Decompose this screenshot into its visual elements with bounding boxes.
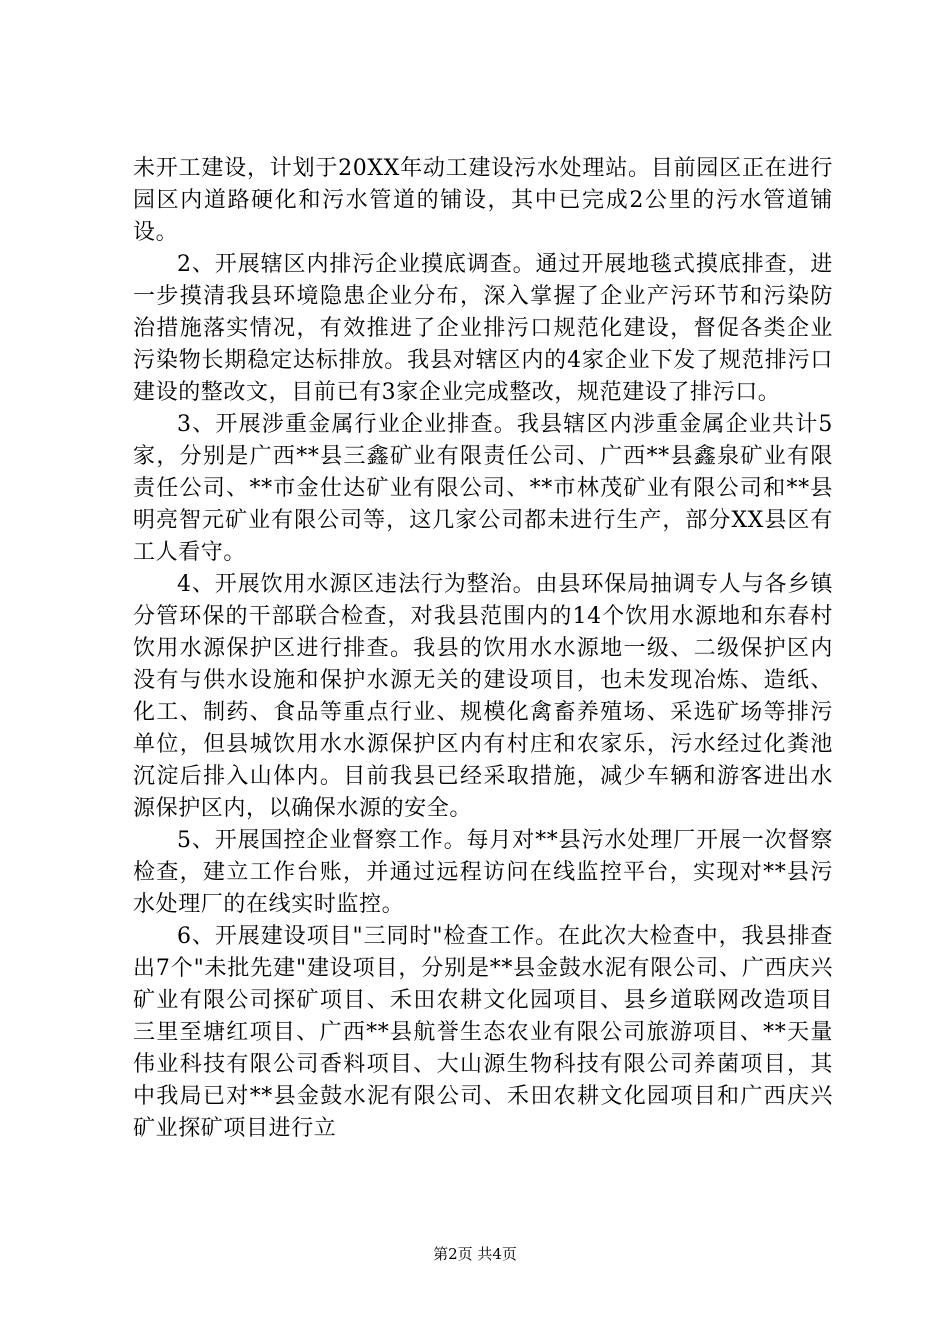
paragraph-1: 未开工建设，计划于20XX年动工建设污水处理站。目前园区正在进行园区内道路硬化和污水管道的铺设，其中已完成2公里的污水管道铺设。 [133,156,833,245]
paragraph-4: 4、开展饮用水源区违法行为整治。由县环保局抽调专人与各乡镇分管环保的干部联合检查，对我县范围内的14个饮用水源地和东春村饮用水源保护区进行排查。我县的饮用水水源地一级、二级保护区内没有与供水设施和保护水源无关的建设项目，也未发现冶炼、造纸、化工、制药、食品等重点行业、规模化禽畜养殖场、采选矿场等排污单位，但县城饮用水水源保护区内有村庄和农家乐，污水经过化粪池沉淀后排入山体内。目前我县已经采取措施，减少车辆和游客进出水源保护区内，以确保水源的安全。 [133,572,833,821]
document-body [133,153,833,1145]
paragraph-6: 6、开展建设项目"三同时"检查工作。在此次大检查中，我县排查出7个"未批先建"建设项目，分别是**县金鼓水泥有限公司、广西庆兴矿业有限公司探矿项目、禾田农耕文化园项目、县乡道联网改造项目三里至塘红项目、广西**县航誉生态农业有限公司旅游项目、**天量伟业科技有限公司香料项目、大山源生物科技有限公司养菌项目，其中我局已对**县金鼓水泥有限公司、禾田农耕文化园项目和广西庆兴矿业探矿项目进行立 [133,924,833,1141]
paragraph-2: 2、开展辖区内排污企业摸底调查。通过开展地毯式摸底排查，进一步摸清我县环境隐患企业分布，深入掌握了企业产污环节和污染防治措施落实情况，有效推进了企业排污口规范化建设，督促各类企业污染物长期稳定达标排放。我县对辖区内的4家企业下发了规范排污口建设的整改文，目前已有3家企业完成整改，规范建设了排污口。 [133,252,833,405]
paragraph-3: 3、开展涉重金属行业企业排查。我县辖区内涉重金属企业共计5家，分别是广西**县三鑫矿业有限责任公司、广西**县鑫泉矿业有限责任公司、**市金仕达矿业有限公司、**市林茂矿业有限公司和**县明亮智元矿业有限公司等，这几家公司都未进行生产，部分XX县区有工人看守。 [133,412,833,565]
page-number-footer: 第2页 共4页 [433,1245,517,1263]
paragraph-5: 5、开展国控企业督察工作。每月对**县污水处理厂开展一次督察检查，建立工作台账，并通过远程访问在线监控平台，实现对**县污水处理厂的在线实时监控。 [133,828,833,917]
